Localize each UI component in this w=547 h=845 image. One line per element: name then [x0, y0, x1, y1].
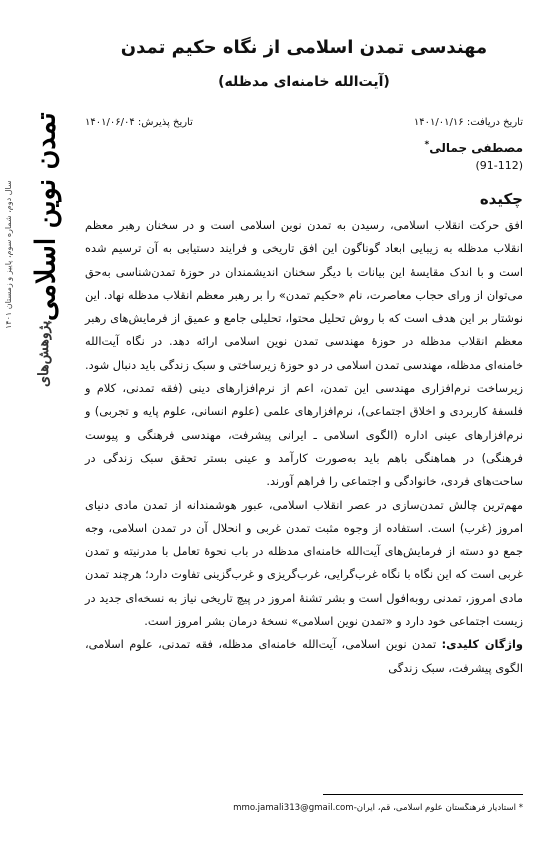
footnote-mark: *	[518, 803, 523, 813]
footnote-affiliation: استادیار فرهنگستان علوم اسلامی، قم، ایران-	[353, 803, 516, 813]
article-subtitle: (آیت‌الله خامنه‌ای مدظله)	[218, 74, 390, 90]
volume-issue-text: سال دوم، شماره سوم، پاییز و زمستان ۱۴۰۱	[4, 180, 13, 330]
journal-sidebar	[0, 0, 78, 845]
article-content	[85, 0, 523, 845]
accepted-label: تاریخ پذیرش:	[137, 117, 193, 128]
author-name-text: مصطفی جمالی	[429, 141, 523, 155]
author-footnote-mark: *	[424, 140, 430, 150]
accepted-date: ۱۴۰۱/۰۶/۰۴	[85, 117, 135, 128]
article-dates	[85, 117, 523, 128]
abstract-heading: چکیده	[479, 190, 523, 208]
footnote-email[interactable]: mmo.jamali313@gmail.com	[233, 803, 354, 813]
abstract-paragraph-1: افق حرکت انقلاب اسلامی، رسیدن به تمدن نوین اسلامی است و در سخنان رهبر معظم انقلاب مدظله به زیبایی ابعاد گوناگون این افق تاریخی و فرایند دستیابی به آن ترسیم شده است و با اندک مقایسهٔ این بیانات با دیگر سخنان اندیشمندان در حوزهٔ تمدن‌شناسی به‌حق می‌توان از ورای حجاب معاصرت، نام «حکیم تمدن» را بر رهبر معظم انقلاب مدظله نهاد. این نوشتار بر این هدف است که با روش تحلیل محتوا، تحلیلی جامع و عمیق از فرمایش‌های رهبر معظم انقلاب مدظله در حوزهٔ مهندسی تمدن نوین اسلامی ارائه دهد. در نگاه آیت‌الله خامنه‌ای مدظله، مهندسی تمدن اسلامی در دو حوزهٔ زیرساختی و سبک زندگی باید دنبال شود. زیرساخت نرم‌افزاری مهندسی این تمدن، اعم از نرم‌افزارهای دینی (فقه تمدنی، کلام و فلسفهٔ کاربردی و اخلاق اجتماعی)، نرم‌افزارهای علمی (علوم انسانی، علوم پایه و تجربی) و نرم‌افزارهای عینی اداره (الگوی اسلامی ـ ایرانی پیشرفت، مهندسی فرهنگی و پیوست فرهنگی) در هماهنگی باهم باید به‌صورت کارآمد و عینی بستر تحقق سبک زندگی در ساحت‌های فردی، خانوادگی و اجتماعی را فراهم آورند.	[85, 218, 523, 489]
keywords-text: تمدن نوین اسلامی، آیت‌الله خامنه‌ای مدظله، فقه تمدنی، علوم اسلامی، الگوی پیشرفت، سبک زندگی	[85, 637, 523, 675]
author-name	[425, 140, 523, 155]
received-date-block	[414, 117, 523, 128]
received-date: ۱۴۰۱/۰۱/۱۶	[413, 117, 464, 128]
footnote-divider	[323, 794, 523, 795]
received-label: تاریخ دریافت:	[466, 117, 523, 128]
journal-logo-subtitle: پژوهش‌های	[36, 321, 52, 388]
journal-logo-title: تمدن نوین اسلامی	[30, 112, 62, 322]
abstract-body	[85, 214, 523, 680]
footnote	[85, 803, 523, 813]
accepted-date-block	[85, 117, 193, 128]
abstract-paragraph-2: مهم‌ترین چالش تمدن‌سازی در عصر انقلاب اسلامی، عبور هوشمندانه از تمدن مادی دنیای امروز (غرب) است. استفاده از وجوه مثبت تمدن غربی و انحلال آن در تمدن اسلامی، وجه جمع دو دسته از فرمایش‌های آیت‌الله خامنه‌ای مدظله در باب نحوهٔ تعامل با مدرنیته و تمدن غربی است که این نگاه با نگاه غرب‌گرایی، غرب‌گریزی و غرب‌گزینی تفاوت دارد؛ هرچند تمدن مادی امروز، تمدنی روبه‌افول است و بشر تشنهٔ امروز در پیچ تاریخی نیاز به نسخه‌ای جدید در زیست اجتماعی خود دارد و «تمدن نوین اسلامی» نسخهٔ درمان بشر امروز است.	[85, 497, 523, 629]
journal-logo	[18, 40, 74, 460]
article-title: مهندسی تمدن اسلامی از نگاه حکیم تمدن	[120, 37, 488, 58]
keywords-label: واژگان کلیدی:	[441, 637, 523, 652]
keywords-line	[85, 633, 523, 680]
page-range: (91-112)	[475, 159, 523, 172]
